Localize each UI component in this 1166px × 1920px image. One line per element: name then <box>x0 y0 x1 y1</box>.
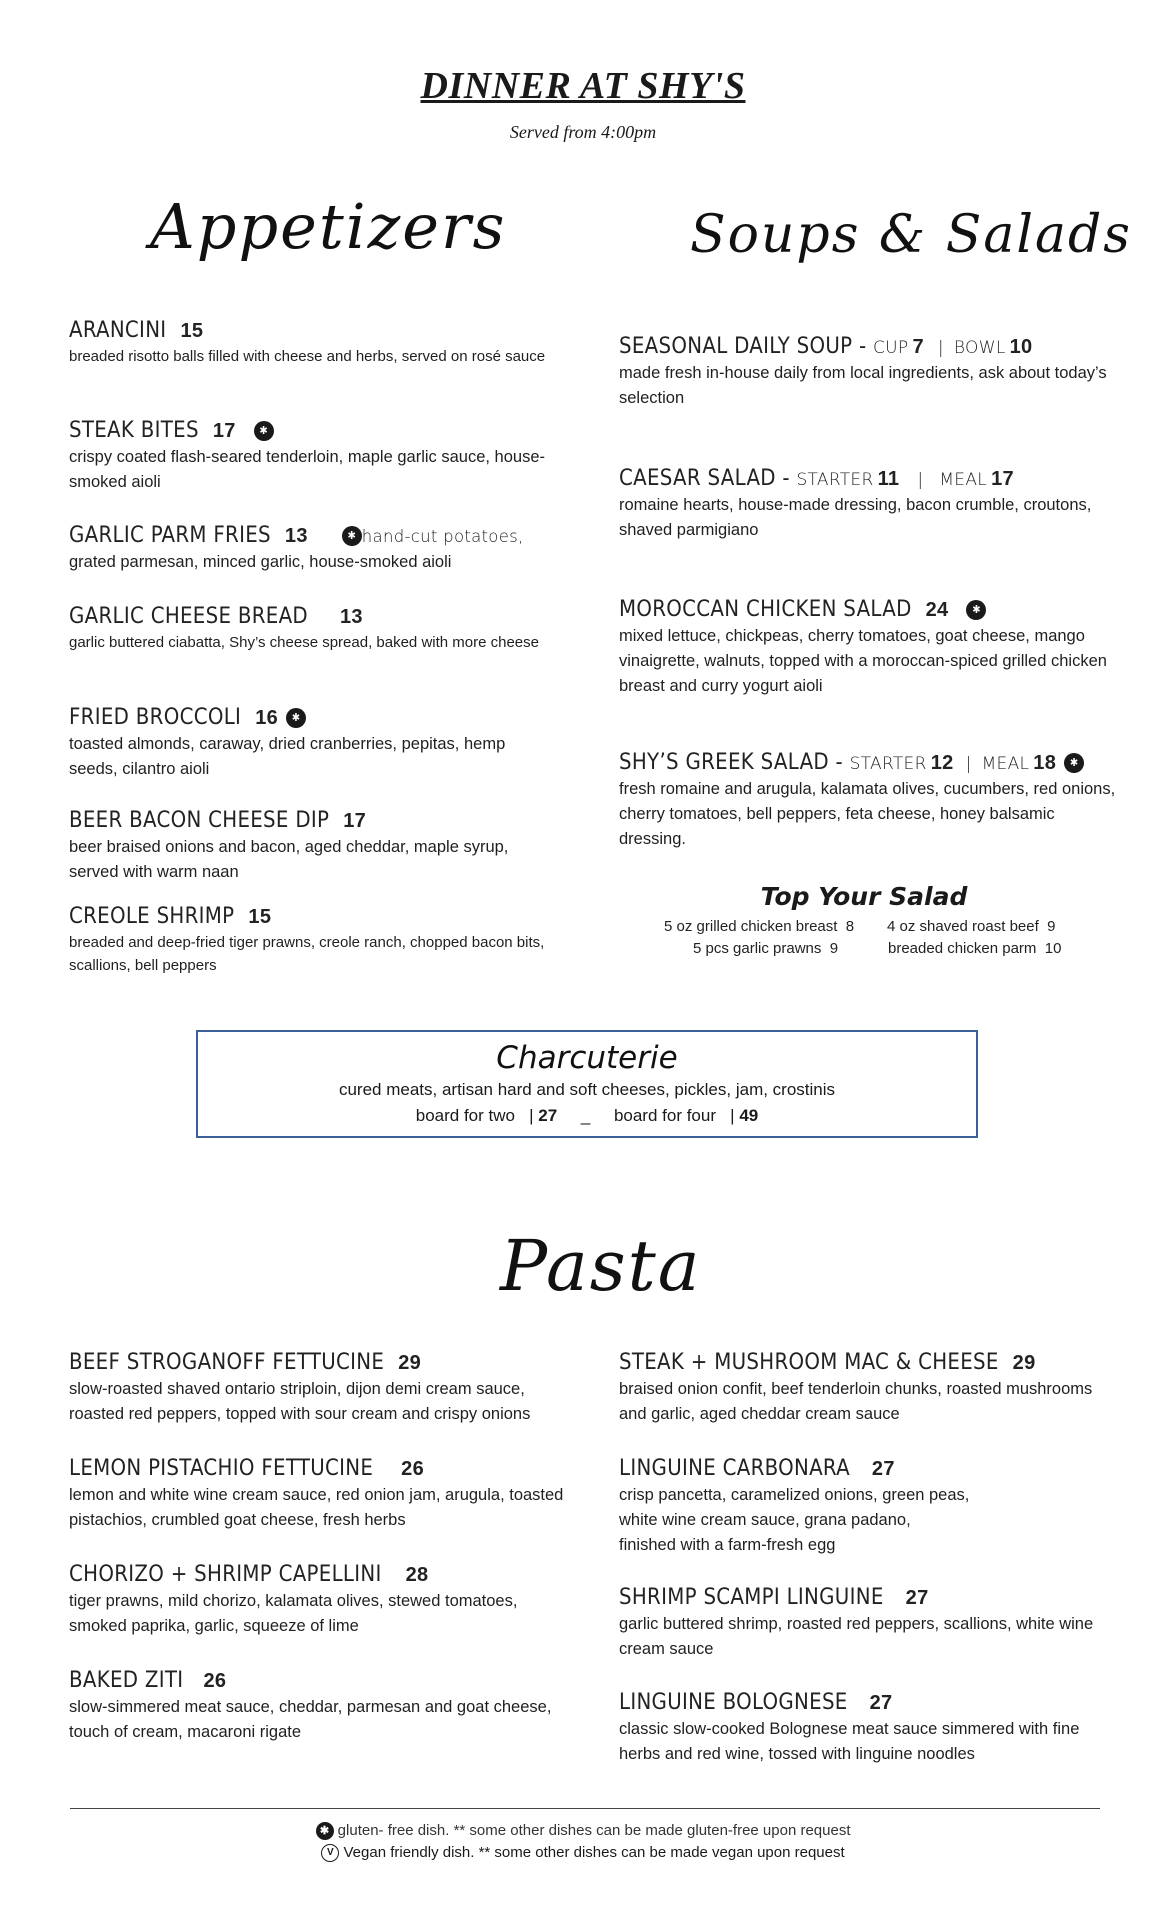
vegan-note-text: Vegan friendly dish. ** some other dishes can be made vegan upon request <box>343 1844 845 1861</box>
item-description: braised onion confit, beef tenderloin chunks, roasted mushrooms and garlic, aged cheddar cream sauce <box>619 1380 1093 1423</box>
item-name: CAESAR SALAD - <box>619 466 797 491</box>
top-your-salad-title: Top Your Salad <box>760 882 968 911</box>
item-description: toasted almonds, caraway, dried cranberries, pepitas, hemp seeds, cilantro aioli <box>69 735 506 778</box>
option-label: STARTER <box>796 470 874 490</box>
item-description-line: crisp pancetta, caramelized onions, green peas, <box>619 1486 970 1504</box>
item-name: MOROCCAN CHICKEN SALAD <box>619 597 912 622</box>
item-name: LINGUINE BOLOGNESE <box>619 1690 848 1715</box>
option-label: MEAL <box>939 470 988 490</box>
item-price: 27 <box>905 1587 929 1609</box>
soups-salads-heading: Soups & Salads <box>690 205 1132 265</box>
appetizer-item <box>69 318 549 368</box>
option-separator: | <box>937 338 944 358</box>
gluten-free-note <box>0 1822 1166 1840</box>
item-description: lemon and white wine cream sauce, red onion jam, arugula, toasted pistachios, crumbled goat cheese, fresh herbs <box>69 1486 564 1529</box>
option-label: MEAL <box>981 754 1030 774</box>
item-price: 17 <box>212 420 236 442</box>
option-price: 10 <box>1009 336 1033 358</box>
gluten-free-icon: ✱ <box>1064 753 1084 773</box>
charcuterie-description: cured meats, artisan hard and soft cheeses, pickles, jam, crostinis <box>338 1080 836 1099</box>
board-two-label: board for two <box>415 1106 515 1125</box>
vegan-note <box>0 1844 1166 1862</box>
pasta-item <box>619 1350 1119 1427</box>
vegan-icon: V <box>321 1844 339 1862</box>
option-label: BOWL <box>953 338 1006 358</box>
item-price: 29 <box>398 1352 422 1374</box>
item-name: BEEF STROGANOFF FETTUCINE <box>69 1350 385 1375</box>
item-description: garlic buttered shrimp, roasted red peppers, scallions, white wine cream sauce <box>619 1615 1094 1658</box>
item-name: STEAK + MUSHROOM MAC & CHEESE <box>619 1350 999 1375</box>
board-four-price: 49 <box>739 1106 759 1125</box>
topping-price: 9 <box>829 940 839 957</box>
item-price: 26 <box>401 1458 425 1480</box>
item-description: breaded and deep-fried tiger prawns, creole ranch, chopped bacon bits, scallions, bell peppers <box>69 934 545 974</box>
item-description: grated parmesan, minced garlic, house-smoked aioli <box>69 553 452 571</box>
topping-price: 10 <box>1044 940 1062 957</box>
soup-salad-item <box>619 466 1109 543</box>
item-description-line: white wine cream sauce, grana padano, <box>619 1511 911 1529</box>
pasta-item <box>69 1456 569 1533</box>
option-price: 18 <box>1033 752 1057 774</box>
topping-name: 5 oz grilled chicken breast <box>664 918 838 935</box>
topping-price: 9 <box>1047 918 1056 935</box>
item-name: GARLIC PARM FRIES <box>69 523 271 548</box>
charcuterie-title: Charcuterie <box>496 1040 678 1076</box>
appetizer-item <box>69 523 559 575</box>
option-label: STARTER <box>849 754 927 774</box>
option-price: 17 <box>991 468 1014 490</box>
soup-salad-item <box>619 750 1119 852</box>
item-description-line: finished with a farm-fresh egg <box>619 1536 836 1554</box>
topping-item <box>693 940 838 957</box>
option-price: 7 <box>912 336 924 358</box>
gluten-free-icon: ✱ <box>286 708 306 728</box>
appetizer-item <box>69 604 549 654</box>
charcuterie-box <box>196 1030 978 1138</box>
option-separator: | <box>917 470 924 490</box>
board-four-label: board for four <box>613 1106 716 1125</box>
item-description: breaded risotto balls filled with cheese and herbs, served on rosé sauce <box>69 348 546 365</box>
item-price: 28 <box>405 1564 429 1586</box>
topping-name: breaded chicken parm <box>888 940 1037 957</box>
board-two-price: 27 <box>538 1106 558 1125</box>
board-separator: _ <box>580 1106 591 1125</box>
topping-price: 8 <box>845 918 855 935</box>
pasta-item <box>69 1562 569 1639</box>
item-name: FRIED BROCCOLI <box>69 705 242 730</box>
item-name: GARLIC CHEESE BREAD <box>69 604 308 629</box>
item-description: made fresh in-house daily from local ingredients, ask about today’s selection <box>619 364 1107 407</box>
gluten-free-icon: ✱ <box>342 526 362 546</box>
item-price: 27 <box>871 1458 895 1480</box>
soup-salad-item <box>619 597 1109 699</box>
item-price: 26 <box>203 1670 227 1692</box>
appetizer-item <box>69 904 549 977</box>
pasta-item <box>69 1668 569 1745</box>
gluten-free-icon: ✱ <box>254 421 274 441</box>
topping-name: 5 pcs garlic prawns <box>693 940 822 957</box>
item-description: fresh romaine and arugula, kalamata olives, cucumbers, red onions, cherry tomatoes, bell peppers, feta cheese, honey balsamic dressing. <box>619 780 1116 848</box>
item-description: mixed lettuce, chickpeas, cherry tomatoes, goat cheese, mango vinaigrette, walnuts, topped with a moroccan-spiced grilled chicken breast and curry yogurt aioli <box>619 627 1107 695</box>
charcuterie-boards: board for two | 27 _ board for four | 49 <box>415 1106 759 1125</box>
item-name: LINGUINE CARBONARA <box>619 1456 850 1481</box>
item-price: 29 <box>1012 1352 1036 1374</box>
option-separator: | <box>965 754 972 774</box>
item-name: SHRIMP SCAMPI LINGUINE <box>619 1585 884 1610</box>
item-description: garlic buttered ciabatta, Shy’s cheese spread, baked with more cheese <box>69 634 539 651</box>
appetizer-item <box>69 808 549 885</box>
topping-item <box>887 918 1055 935</box>
footer-divider <box>70 1808 1100 1809</box>
pasta-item <box>69 1350 569 1427</box>
item-name: ARANCINI <box>69 318 167 343</box>
item-description: crispy coated flash-seared tenderloin, maple garlic sauce, house-smoked aioli <box>69 448 546 491</box>
item-price: 15 <box>180 320 204 342</box>
item-price: 24 <box>925 599 949 621</box>
item-name: LEMON PISTACHIO FETTUCINE <box>69 1456 374 1481</box>
option-label: CUP <box>872 338 909 358</box>
option-price: 12 <box>930 752 954 774</box>
pasta-item <box>619 1456 1119 1558</box>
appetizer-item <box>69 418 549 495</box>
item-price: 17 <box>343 810 367 832</box>
item-name: SEASONAL DAILY SOUP - <box>619 334 873 359</box>
item-description-inline: hand-cut potatoes, <box>361 527 524 546</box>
topping-item <box>888 940 1061 957</box>
topping-item <box>664 918 854 935</box>
item-description: classic slow-cooked Bolognese meat sauce simmered with fine herbs and red wine, tossed with linguine noodles <box>619 1720 1080 1763</box>
item-description: slow-roasted shaved ontario striploin, dijon demi cream sauce, roasted red peppers, topped with sour cream and crispy onions <box>69 1380 531 1423</box>
item-price: 27 <box>869 1692 893 1714</box>
item-name: BAKED ZITI <box>69 1668 184 1693</box>
item-name: STEAK BITES <box>69 418 199 443</box>
item-name: SHY’S GREEK SALAD - <box>619 750 850 775</box>
pasta-item <box>619 1585 1119 1662</box>
appetizers-heading: Appetizers <box>150 190 507 263</box>
appetizer-item <box>69 705 549 782</box>
item-name: CHORIZO + SHRIMP CAPELLINI <box>69 1562 382 1587</box>
gluten-free-note-text: gluten- free dish. ** some other dishes can be made gluten-free upon request <box>337 1822 851 1839</box>
item-description: slow-simmered meat sauce, cheddar, parmesan and goat cheese, touch of cream, macaroni rigate <box>69 1698 552 1741</box>
item-price: 16 <box>255 707 279 729</box>
item-name: CREOLE SHRIMP <box>69 904 235 929</box>
topping-name: 4 oz shaved roast beef <box>887 918 1039 935</box>
pasta-heading: Pasta <box>500 1225 702 1307</box>
gluten-free-icon: ✱ <box>966 600 986 620</box>
soup-salad-item <box>619 334 1109 411</box>
item-price: 15 <box>248 906 272 928</box>
menu-subtitle: Served from 4:00pm <box>509 122 657 142</box>
item-description: tiger prawns, mild chorizo, kalamata olives, stewed tomatoes, smoked paprika, garlic, squeeze of lime <box>69 1592 518 1635</box>
item-price: 13 <box>339 606 363 628</box>
gluten-free-icon: ✱ <box>316 1822 334 1840</box>
item-name: BEER BACON CHEESE DIP <box>69 808 330 833</box>
menu-title: DINNER AT SHY'S <box>420 65 746 107</box>
pasta-item <box>619 1690 1119 1767</box>
item-description: beer braised onions and bacon, aged cheddar, maple syrup, served with warm naan <box>69 838 509 881</box>
item-description: romaine hearts, house-made dressing, bacon crumble, croutons, shaved parmigiano <box>619 496 1092 539</box>
item-price: 13 <box>284 525 308 547</box>
option-price: 11 <box>877 468 900 490</box>
